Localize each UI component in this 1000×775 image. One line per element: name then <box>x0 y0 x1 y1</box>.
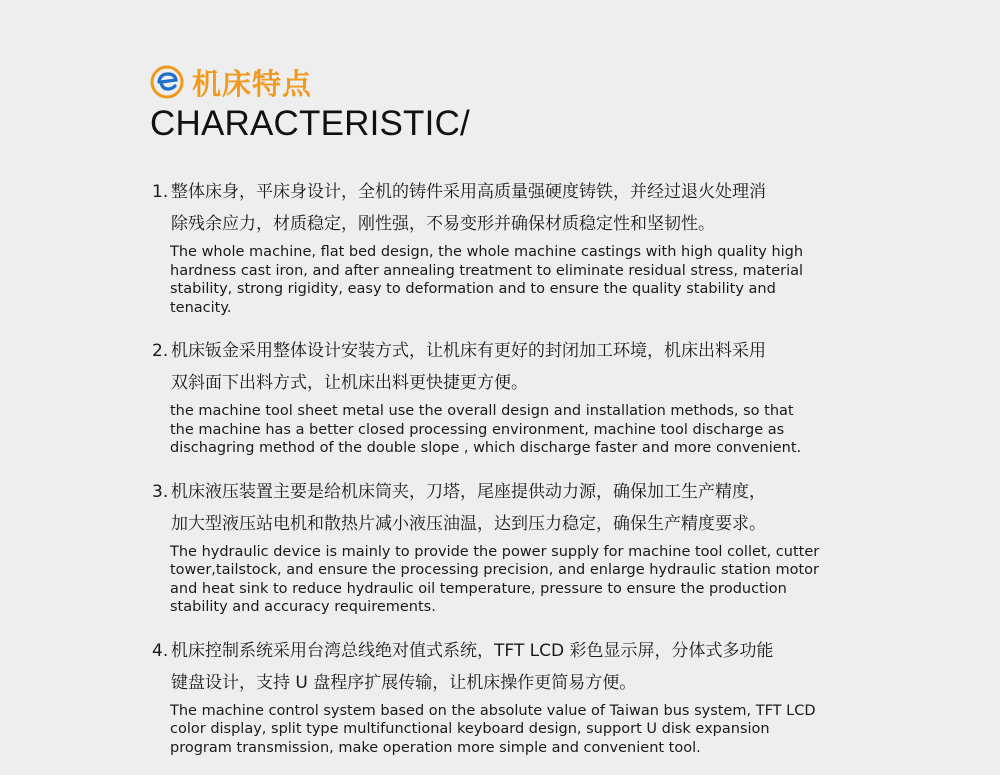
item-number: 2. <box>152 341 169 361</box>
item-cn-line1: 机床控制系统采用台湾总线绝对值式系统，TFT LCD 彩色显示屏，分体式多功能 <box>171 640 774 661</box>
page-title-cn: 机床特点 <box>192 66 313 101</box>
list-item <box>152 176 832 317</box>
item-cn-text <box>152 176 832 240</box>
item-en-text: the machine tool sheet metal use the overall design and installation methods, so that the machine has a better closed processing environment, machine tool discharge as dischagring method of the double slope , which discharge faster and more convenient. <box>170 403 802 456</box>
item-cn-line2: 键盘设计，支持 U 盘程序扩展传输，让机床操作更简易方便。 <box>171 672 637 693</box>
item-en-text: The hydraulic device is mainly to provide the power supply for machine tool collet, cutter tower,tailstock, and ensure the processing precision, and enlarge hydraulic station motor and heat sink to reduce hydraulic oil temperature, pressure to ensure the production stability and accuracy requirements. <box>170 543 820 615</box>
item-cn-text <box>152 476 832 540</box>
item-cn-line1: 机床钣金采用整体设计安装方式，让机床有更好的封闭加工环境，机床出料采用 <box>171 341 766 361</box>
item-number: 1. <box>152 182 169 202</box>
page-title-en: CHARACTERISTIC/ <box>150 104 470 143</box>
item-en-text: The whole machine, flat bed design, the whole machine castings with high quality high hardness cast iron, and after annealing treatment to eliminate residual stress, material stability, strong rigidity, easy to deformation and to ensure the quality stability and tenacity. <box>170 244 804 316</box>
item-cn-line1: 机床液压装置主要是给机床筒夹，刀塔，尾座提供动力源，确保加工生产精度， <box>171 481 766 502</box>
item-cn-text <box>152 335 832 399</box>
item-cn-line2: 除残余应力，材质稳定，刚性强，不易变形并确保材质稳定性和坚韧性。 <box>171 214 715 234</box>
item-cn-line1: 整体床身，平床身设计，全机的铸件采用高质量强硬度铸铁，并经过退火处理消 <box>171 182 766 202</box>
e-letter-logo-icon <box>150 65 184 99</box>
characteristics-list <box>152 176 832 775</box>
list-item <box>152 335 832 458</box>
title-row <box>150 60 470 104</box>
item-cn-line2: 加大型液压站电机和散热片减小液压油温，达到压力稳定，确保生产精度要求。 <box>171 513 766 534</box>
list-item <box>152 635 832 758</box>
header <box>150 60 470 144</box>
item-en-text: The machine control system based on the absolute value of Taiwan bus system, TFT LCD color display, split type multifunctional keyboard design, support U disk expansion program transmission, make operation more simple and convenient tool. <box>170 702 816 756</box>
item-number: 3. <box>152 481 169 502</box>
item-cn-text <box>152 635 832 699</box>
list-item <box>152 476 832 617</box>
item-cn-line2: 双斜面下出料方式，让机床出料更快捷更方便。 <box>171 373 528 393</box>
item-number: 4. <box>152 640 169 661</box>
